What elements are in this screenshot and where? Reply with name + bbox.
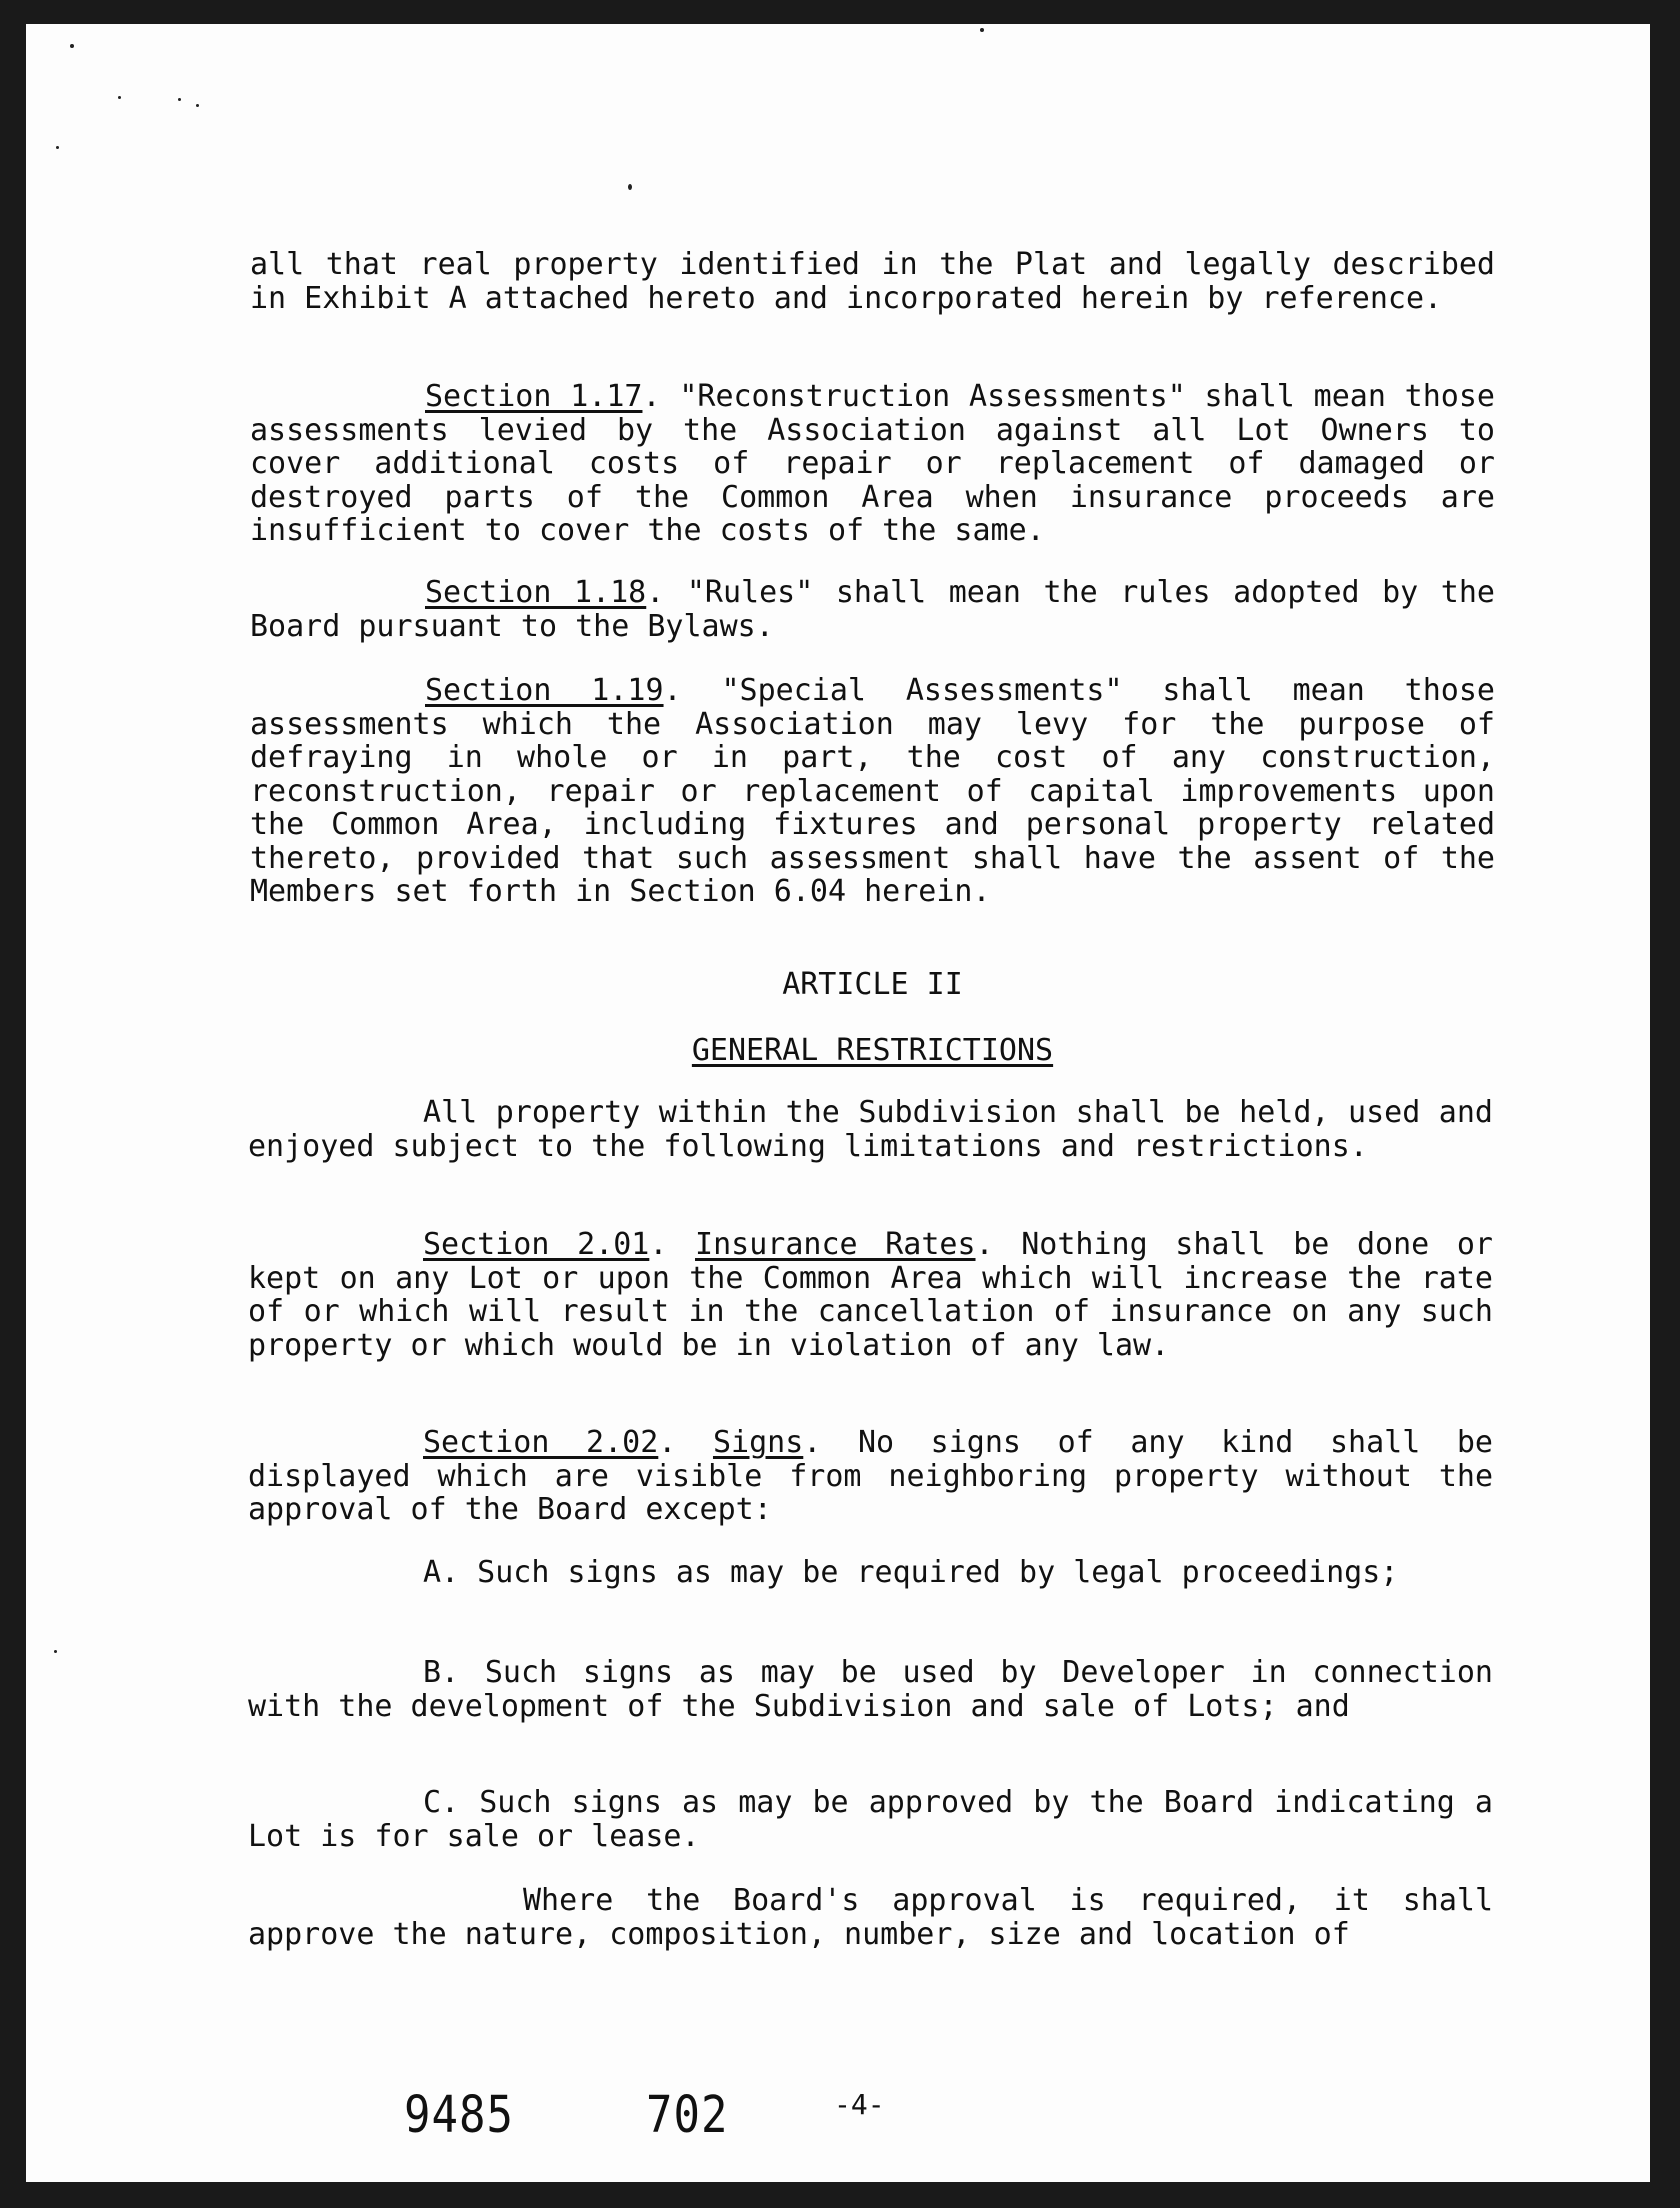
article-title [250,1034,1495,1068]
section-1-18 [250,576,1495,643]
section-2-02 [248,1426,1493,1527]
closing-paragraph: Where the Board's approval is required, it shall approve the nature, composition, number, size and location of [248,1883,1493,1952]
section-label: Section 1.19 [425,673,664,708]
document-number: 9485 [404,2086,514,2145]
section-label: Section 2.01 [423,1227,650,1262]
scan-speck [70,44,74,48]
section-sep: . [658,1425,713,1460]
section-label: Section 2.02 [423,1425,659,1460]
section-title: Signs [712,1425,804,1460]
page-number: -4- [834,2088,885,2121]
intro-paragraph: all that real property identified in the Plat and legally described in Exhibit A attached hereto and incorporated herein by reference. [250,247,1495,316]
section-text: . "Rules" shall mean the rules adopted by the Board pursuant to the Bylaws. [250,575,1495,644]
scan-speck [118,96,121,99]
list-item-c: C. Such signs as may be approved by the Board indicating a Lot is for sale or lease. [248,1785,1493,1854]
scan-speck [196,104,199,107]
section-1-19 [250,674,1495,909]
section-2-01 [248,1228,1493,1362]
scan-speck [54,1650,57,1653]
scan-speck [178,98,181,101]
section-label: Section 1.18 [425,575,647,610]
list-item-a: A. Such signs as may be required by legal proceedings; [423,1555,1399,1590]
document-page [26,24,1650,2182]
section-sep: . [649,1227,696,1262]
section-text: . Nothing shall be done or kept on any Lot or upon the Common Area which will increase the rate of or which will result in the cancellation of insurance on any such property or which would be in violation of any law. [248,1227,1493,1363]
scan-speck [628,184,632,190]
page-reference: 702 [646,2086,729,2145]
scan-speck [980,28,984,32]
article-heading: ARTICLE II [782,967,963,1002]
section-1-17 [250,380,1495,548]
section-text: . "Special Assessments" shall mean those assessments which the Association may levy for the purpose of defraying in whole or in part, the cost of any construction, reconstruction, repair or replacement of capital improvements upon the Common Area, including fixtures and personal property related thereto, provided that such assessment shall have the assent of the Members set forth in Section 6.04 herein. [250,673,1495,909]
section-text: . No signs of any kind shall be displayed which are visible from neighboring property without the approval of the Board except: [248,1425,1493,1527]
scan-speck [56,146,59,149]
article-title-text: GENERAL RESTRICTIONS [691,1033,1054,1068]
section-text: . "Reconstruction Assessments" shall mean those assessments levied by the Association against all Lot Owners to cover additional costs of repair or replacement of damaged or destroyed parts of the Common Area when insurance proceeds are insufficient to cover the costs of the same. [250,379,1495,548]
restrictions-intro: All property within the Subdivision shall be held, used and enjoyed subject to the following limitations and restrictions. [248,1095,1493,1164]
section-label: Section 1.17 [425,379,643,414]
section-title: Insurance Rates [695,1227,976,1262]
list-item-b: B. Such signs as may be used by Developer in connection with the development of the Subdivision and sale of Lots; and [248,1655,1493,1724]
